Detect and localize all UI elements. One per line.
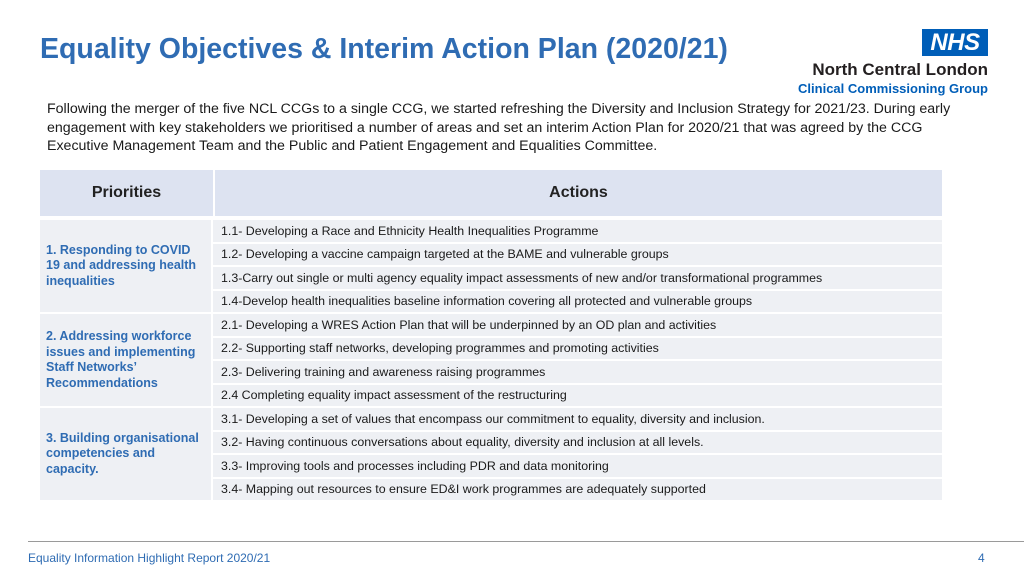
nhs-logo bbox=[790, 29, 990, 99]
action-plan-table bbox=[40, 170, 942, 500]
actions-list bbox=[213, 314, 942, 406]
action-item: 1.4-Develop health inequalities baseline information covering all protected and vulnerable groups bbox=[213, 291, 942, 313]
intro-paragraph: Following the merger of the five NCL CCGs to a single CCG, we started refreshing the Diversity and Inclusion Strategy for 2021/23. During early engagement with key stakeholders we prioritised a number of areas and set an interim Action Plan for 2020/21 that was agreed by the CCG Executive Management Team and the Public and Patient Engagement and Equalities Committee. bbox=[47, 101, 951, 154]
priority-cell: 3. Building organisational competencies and capacity. bbox=[40, 408, 213, 500]
actions-list bbox=[213, 408, 942, 500]
footer-divider bbox=[28, 541, 1024, 542]
action-item: 3.2- Having continuous conversations about equality, diversity and inclusion at all levels. bbox=[213, 432, 942, 454]
page-number: 4 bbox=[978, 551, 985, 565]
actions-list bbox=[213, 220, 942, 312]
action-item: 2.3- Delivering training and awareness raising programmes bbox=[213, 361, 942, 383]
priority-group bbox=[40, 408, 942, 500]
priority-group bbox=[40, 220, 942, 312]
action-item: 3.1- Developing a set of values that encompass our commitment to equality, diversity and inclusion. bbox=[213, 408, 942, 430]
org-subtitle: Clinical Commissioning Group bbox=[798, 81, 988, 96]
action-item: 1.1- Developing a Race and Ethnicity Health Inequalities Programme bbox=[213, 220, 942, 242]
action-item: 2.2- Supporting staff networks, developing programmes and promoting activities bbox=[213, 338, 942, 360]
footer-text: Equality Information Highlight Report 2020/21 bbox=[28, 551, 271, 565]
action-item: 3.3- Improving tools and processes including PDR and data monitoring bbox=[213, 455, 942, 477]
page-title: Equality Objectives & Interim Action Plan (2020/21) bbox=[40, 33, 728, 65]
action-item: 3.4- Mapping out resources to ensure ED&I work programmes are adequately supported bbox=[213, 479, 942, 501]
priority-cell: 2. Addressing workforce issues and implementing Staff Networks’ Recommendations bbox=[40, 314, 213, 406]
action-item: 2.4 Completing equality impact assessment of the restructuring bbox=[213, 385, 942, 407]
priority-group bbox=[40, 314, 942, 406]
priority-cell: 1. Responding to COVID 19 and addressing health inequalities bbox=[40, 220, 213, 312]
action-item: 2.1- Developing a WRES Action Plan that will be underpinned by an OD plan and activities bbox=[213, 314, 942, 336]
nhs-mark: NHS bbox=[922, 29, 988, 56]
priorities-header: Priorities bbox=[40, 170, 215, 216]
actions-header: Actions bbox=[549, 184, 608, 201]
action-item: 1.3-Carry out single or multi agency equality impact assessments of new and/or transformational programmes bbox=[213, 267, 942, 289]
table-header bbox=[40, 170, 942, 218]
org-name: North Central London bbox=[812, 60, 988, 79]
action-item: 1.2- Developing a vaccine campaign targeted at the BAME and vulnerable groups bbox=[213, 244, 942, 266]
